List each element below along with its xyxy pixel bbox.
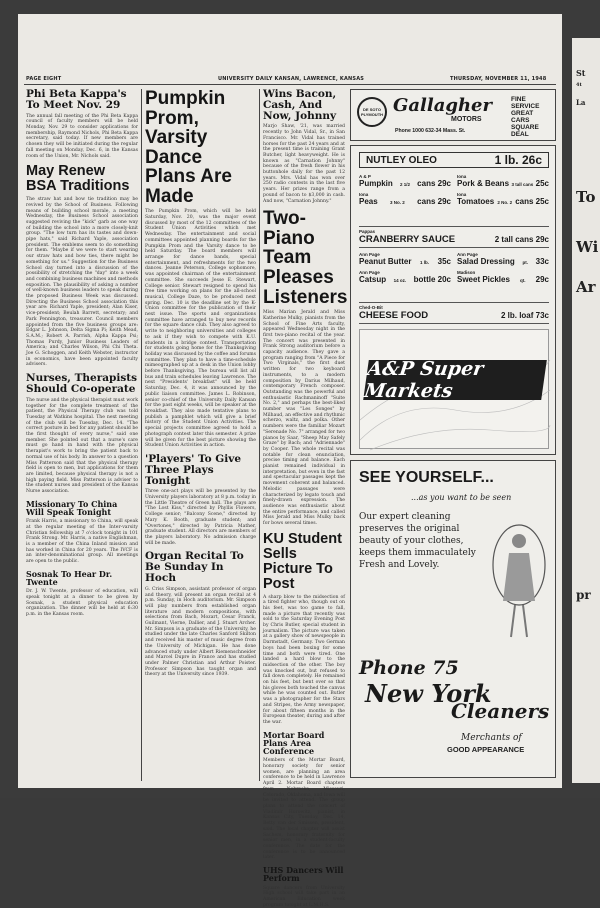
ap-item-price: 29c (536, 275, 549, 284)
article (145, 89, 256, 449)
page-number: PAGE EIGHT (26, 76, 61, 82)
ap-logo-text: A&P Super Markets (363, 358, 547, 402)
ap-item (359, 270, 451, 284)
article (263, 209, 345, 527)
ap-item-size: 14 oz. (394, 278, 407, 283)
ap-item (359, 192, 451, 206)
article-body: Frank Harris, a missionary to China, will speak at the regular meeting of the Inter-varsity Christian fellowship at 7 o'clock tonight in 101 Frank Strong. Mr. Harris, a native Englishman, is a member of the China Inland mission and has worked in China for 20 years. The IVCF is an inter-denominational group. All meetings are open to the public. (26, 519, 138, 565)
ap-item-name: Catsup (359, 275, 386, 284)
ap-item-line (457, 257, 549, 266)
ap-item-brand: A & P (359, 174, 451, 179)
ap-price-row (359, 192, 549, 206)
newspaper-page (18, 14, 562, 788)
headline: Nurses, Therapists Should Co-operate (26, 373, 138, 395)
ap-item-brand: Iona (457, 192, 549, 197)
paper-name: UNIVERSITY DAILY KANSAN, LAWRENCE, KANSAS (218, 76, 364, 82)
article (145, 454, 256, 546)
headline: Pumpkin Prom, Varsity Dance Plans Are Made (145, 89, 256, 206)
ap-price-row (359, 174, 549, 188)
ap-item (457, 192, 549, 206)
headline: Missionary To China Will Speak Tonight (26, 500, 138, 516)
ap-item (457, 270, 549, 284)
ap-item-line (359, 257, 451, 266)
headline: Sosnak To Hear Dr. Twente (26, 570, 138, 586)
article-body: Square dancers from University High school will take part in an American Education week program tonight at L.M.H.S. (263, 886, 345, 908)
strip-line: To (576, 188, 595, 206)
headline: Mortar Board Plans Area Conference (263, 731, 345, 756)
cleaners-subhead: ...as you want to be seen (411, 493, 511, 502)
cheese-banner: Ched-O-Bit CHEESE FOOD 2 lb. loaf 73c (359, 302, 549, 324)
ap-item-size: 3 No. 2 (390, 200, 405, 205)
cleaners-tagline: Merchants of (461, 733, 522, 743)
ap-item-name: Peanut Butter (359, 257, 411, 266)
ap-item-price: 35c (438, 257, 451, 266)
article-body: Miss Marian Jerald and Miss Katherine Mulky, pianists from the School of Fine Arts faculty, appeared Wednesday night in the first two-piano recital of the year. The concert was presented in Frank Strong auditorium before a capacity audience. They gave a program ranging from "A Piece for Two Virginals," the first duet written for two keyboard instruments, to a modern composition by Darius Milhaud, contemporary French composer. Outstanding was the powerful and enthusiastic Rachmaninoff "Suite No. 2," and perhaps the best-liked number was "Les Songes" by Milhaud, an effective and rhythmic scherzo, waltz, and polka. Other numbers were the familiar Mozart "Serenade No. 7" arranged for two pianos by Saar, "Sheep May Safely Graze" by Bach; and "Adriennade" by Cooper. The whole recital was notable for clean enunciation, precise timing and balance. Each pianist remained individual in interpretation, but even in the fast and spectacular passages kept the movement coherent and balanced. Melodic passages were characterized by legato touch and finely-drawn expression. The audience was enthusiastic about the entire performance, and called Miss Jerald and Miss Mulky back for bows several times. (263, 310, 345, 527)
strip-line: La (576, 98, 585, 107)
cleaners-brand-2: Cleaners (451, 699, 549, 723)
ap-item (359, 174, 451, 188)
article (263, 532, 345, 726)
article-body: The Pumpkin Prom, which will be held Saturday, Nov. 20, was the major event discussed by most of the 12 committees of the Student Union Activities which met Wednesday. The entertainment and social committees appointed planning boards for the Pumpkin Prom and the Varsity dance to be held Saturday. The board members will arrange for dance bands, special entertainment, and refreshments for the two dances. Jeanne Peterson, College sophomore, was appointed chairman of the entertainment committee. She succeeds Jesse E. Stewart, College senior. Stewart resigned to spend his free time working on plans for the all-school musical, College Daze, to be produced next spring. Dec. 10 is the deadline set by the K-Union committee for the publication of their next issue. The sports and organizations committee have arranged to buy new records for the square dance club. They also agreed to write to neighboring universities and colleges to ask if they wish to compete with K.U. students in a bridge contest. Transportation for students going home for the Thanksgiving holiday was discussed by the coffee and forums committee. They plan to have a time-schedule mimeographed up at a desk in the Union lobby before Thanksgiving. The bureau will list all bus and train schedules leaving Lawrence. The next "Presidents' breakfast" will be held Saturday, Dec. 4, it was announced by the public liaison committee. James L. Robinson, senior co-chief of the University Daily Kansan for the past eight weeks, will be speaker at the breakfast. They also made tentative plans to publish a pamphlet which will give a brief history of the Student Union Activities. The special projects committee agreed to hold a photograph contest later this semester. A prize will be given for the best picture showing the Student Union Activities in action. (145, 209, 256, 449)
ap-item-size: qt. (520, 278, 526, 283)
desoto-badge-icon: DE SOTO PLYMOUTH (357, 97, 387, 127)
ap-item-price: 25c (536, 179, 549, 188)
ap-item-size: pt. (522, 260, 528, 265)
ap-logo-panel (359, 329, 549, 449)
cleaners-phone: Phone 75 (359, 657, 459, 679)
ap-item-name: Pork & Beans (457, 179, 509, 188)
article (26, 570, 138, 618)
article-body: The annual fall meeting of the Phi Beta Kappa council of faculty members will be held Monday, Nov. 29 to consider applications for membership, Raymond Nichols, Phi Beta Kappa secretary, said today. If new members are chosen they will be initiated during the regular fall meeting on Monday, Dec. 6, in the Kansas room of the Union, Mr. Nichols said. (26, 114, 138, 160)
article-body: Members of the Mortar Board, honorary society for senior women, are planning an area conference to be held in Lawrence April 2. Mortar Board chapters from Nebraska, Missouri, Colorado, Oklahoma, and Iowa will be invited to attend. The group plans to attend the concert of Vladimir Horowitz, pianist, in Kansas City, Tuesday, Dec. 14, Betty van der Smissen, president, said. The local chapter will assist Sachem, honorary fraternity for senior men, in a student-faculty conference. The date for the conference is to be announced later. (263, 758, 345, 861)
ap-item-name: Salad Dressing (457, 257, 515, 266)
headline: Organ Recital To Be Sunday In Hoch (145, 551, 256, 583)
ap-item-brand: Iona (457, 174, 549, 179)
ap-item-price: cans 29c (417, 179, 451, 188)
ap-item (457, 174, 549, 188)
ap-item-price: bottle 20c (414, 275, 451, 284)
cleaners-headline: SEE YOURSELF... (359, 469, 494, 487)
ap-item-name: Pumpkin (359, 179, 393, 188)
article-body: A sharp blow to the midsection of a tired fighter who, though out on his feet, was too game to fall, made a picture that recently was sold to the Saturday Evening Post by Chris Butler, special student in journalism. The picture was taken at a gallery show of newspeople in Darmstadt, Germany. Two German boys had been boxing for some time and both were tired. One landed a hard blow to the midsection of the other. The boy was knocked out, but refused to fall down completely. He remained on his feet, but bent over so that his gloves both touched the canvas while he was counted out. Butler was a photographer for the Stars and Stripes, the Army newspaper, for about fifteen months in the European theater, during and after the war. (263, 595, 345, 726)
headline: Wins Bacon, Cash, And Now, Johnny (263, 89, 345, 121)
issue-date: THURSDAY, NOVEMBER 11, 1948 (450, 76, 546, 82)
ap-price-row (359, 252, 549, 266)
gallagher-slogan: FINE SERVICE GREAT CARS SQUARE DEAL (511, 96, 555, 138)
oleo-banner: NUTLEY OLEO 1 lb. 26c (359, 152, 549, 168)
ap-item-price: cans 25c (515, 197, 549, 206)
gallagher-phone: Phone 1000 632-34 Mass. St. (395, 128, 465, 134)
strip-line: Wi (576, 238, 598, 256)
cleaners-tagline-2: GOOD APPEARANCE (447, 745, 524, 754)
article (263, 89, 345, 204)
ap-item-line (359, 197, 451, 206)
ap-item-brand: Ann Page (359, 270, 451, 275)
article-body: G. Criss Simpson, assistant professor of organ and theory, will present an organ recital at 4 p.m. Sunday, in Hoch auditorium. Mr. Simpson will play numbers from established organ literature and modern compositions, with selections from Bach, Mozart, Cesar Franck, Guilmant, Vierne, Dallier, and J. Stuart Archer. Mr. Simpson is a graduate of the University, he studied under the late Charles Sanford Skilton and received his master of music degree from the University of Michigan. He has done advanced study under Albert Riemenschneider and Marcel Dupre in France and has studied under Palmer Christian and Arthur Poister. Professor Simpson has taught organ and theory at the University since 1939. (145, 587, 256, 678)
headline: UHS Dancers Will Perform (263, 866, 345, 882)
ap-item (457, 252, 549, 266)
strip-line: Ar (576, 278, 596, 296)
ap-item-size: 2 No. 2 (497, 200, 512, 205)
headline: 'Players' To Give Three Plays Tonight (145, 454, 256, 486)
ap-supermarket-ad (350, 145, 556, 455)
cleaners-brand: New York (365, 679, 492, 708)
strip-line: St (576, 68, 585, 78)
gallagher-ad (350, 89, 556, 141)
gallagher-sub: MOTORS (451, 116, 482, 123)
cleaners-copy: Our expert cleaning preserves the original beauty of your clothes, keeps them immaculately Fresh and Lovely. (359, 511, 477, 571)
column-rule (141, 89, 142, 781)
ap-item-name: Tomatoes (457, 197, 494, 206)
header-rule (24, 84, 556, 85)
ap-item-price: cans 29c (417, 197, 451, 206)
article (26, 164, 138, 368)
new-york-cleaners-ad (350, 460, 556, 778)
headline: Phi Beta Kappa's To Meet Nov. 29 (26, 89, 138, 111)
article (26, 89, 138, 159)
ap-item-line (457, 197, 549, 206)
column-3 (263, 89, 345, 784)
ap-item-size: 3 tall cans (511, 182, 533, 187)
ap-price-row (359, 270, 549, 284)
ap-item-brand: Madison (457, 270, 549, 275)
ap-item-name: Peas (359, 197, 378, 206)
article-body: Dr. J. W. Twente, professor of education, will speak tonight at a dinner to be given by Sosnak, a student physical education organization. The dinner will be held at 6:30 p.m. in the Kansas room. (26, 589, 138, 618)
ap-item (359, 252, 451, 266)
column-1 (26, 89, 138, 784)
ap-item-line (359, 275, 451, 284)
article (26, 500, 138, 565)
article-body: Three one-act plays will be presented by the University players laboratory at 8 p.m. today in the Little Theatre of Green hall. The plays are "The Lost Kiss," directed by Phyllis Flowers, College senior; "Balcony Scene," directed by Mary K. Booth, graduate student; and "Overtones," directed by Patricia Mather, graduate student. All directors are members of the players laboratory. No admission charge will be made. (145, 489, 256, 546)
column-rule (259, 89, 260, 781)
ap-item-line (359, 179, 451, 188)
ap-item-brand: Iona (359, 192, 451, 197)
ap-item-name: Sweet Pickles (457, 275, 510, 284)
ap-item-size: 1 lb. (420, 260, 429, 265)
ap-item-price: 33c (536, 257, 549, 266)
article (263, 731, 345, 861)
mirror-figure-icon (479, 505, 553, 645)
article (145, 551, 256, 678)
ap-item-size: 2 1/2 (400, 182, 410, 187)
ap-item-brand: Ann Page (457, 252, 549, 257)
article (263, 866, 345, 908)
gallagher-name: Gallagher (393, 95, 492, 116)
ap-item-line (457, 179, 549, 188)
cranberry-banner: Pappas CRANBERRY SAUCE 2 tall cans 29c (359, 226, 549, 248)
article (26, 373, 138, 495)
column-2 (145, 89, 256, 784)
headline: KU Student Sells Picture To Post (263, 532, 345, 592)
strip-line: 4t (576, 82, 582, 88)
article-body: The nurse and the physical therapist must work together for the complete treatment of the patient, the Physical Therapy club was told Tuesday at Watkins hospital. The next meeting of the club will be Tuesday, Dec. 14. "The correct posture in bed for any patient should be the first thought of every nurse," said one member. She pointed out that a nurse's care must go hand in hand with the physical therapist's work to bring the patient back to normal use of his body. In answer to a question Miss Patterson said that the physical therapy field is open to men, but applications for them are limited, because physical therapy is not a high paying field. Miss Patterson is adviser to the student nurses and president of the Kansas Nurse association. (26, 398, 138, 495)
adjacent-page-strip (572, 38, 600, 783)
headline: Two-Piano Team Pleases Listeners (263, 209, 345, 307)
strip-line: pr (576, 588, 591, 602)
ap-item-brand: Ann Page (359, 252, 451, 257)
ap-item-line (457, 275, 549, 284)
article-body: Marjo Shaw, '21, was married recently to John Vidal, Sr., in San Francisco. Mr. Vidal has trained horses for the past 24 years and at the present time is training Grant Butcher, light heavyweight. He is known as "Carnation Johnny" because of the fresh flower in his buttonhole daily for the past 12 years. Mrs. Vidal has won over 250 radio contests in the last five years. Her prizes range from a pound of bacon to $3,000 in cash. And now, "Carnation Johnny." (263, 124, 345, 204)
headline: May Renew BSA Traditions (26, 164, 138, 194)
article-body: The straw hat and bow tie tradition may be revived by the School of Business. Following means of building school morale, a meeting Wednesday, the Business School association suggested reviving the "kick" garb as one way of building the school into a more closely-knit group. "The low turn has its tastes and down-pipe hats," said Richard Yaple, association president. The emblems seem to do something for them. "Maybe if we were to start wearing our straw hats and bow ties, there might be something for us." Suggestion for the Business School day turned into a discussion of the possibility of stretching the "day" into a week and combining business machines and methods exposition. The plausibility of asking a number of well-known business leaders to speak during the proposed Business Week was discussed. Directing the Business School association this year are: Richard Yaple, president; Alan Kiser, vice-president; Beulah Barrett, secretary; and Park Pennington, treasurer. Council members appointed from the five business groups are: Edgar L. Johnson, Delta Sigma Pi; Keith Mead, S.A.M.; Robert A. Parrish, Alpha Kappa Psi; Thomas Purdy, Junior Business Leaders of America; and Charles Wilson, Phi Chi Theta. Joe G. Schoggen, and Keith Webster, instructor in economics, have been appointed faculty advisers. (26, 197, 138, 368)
